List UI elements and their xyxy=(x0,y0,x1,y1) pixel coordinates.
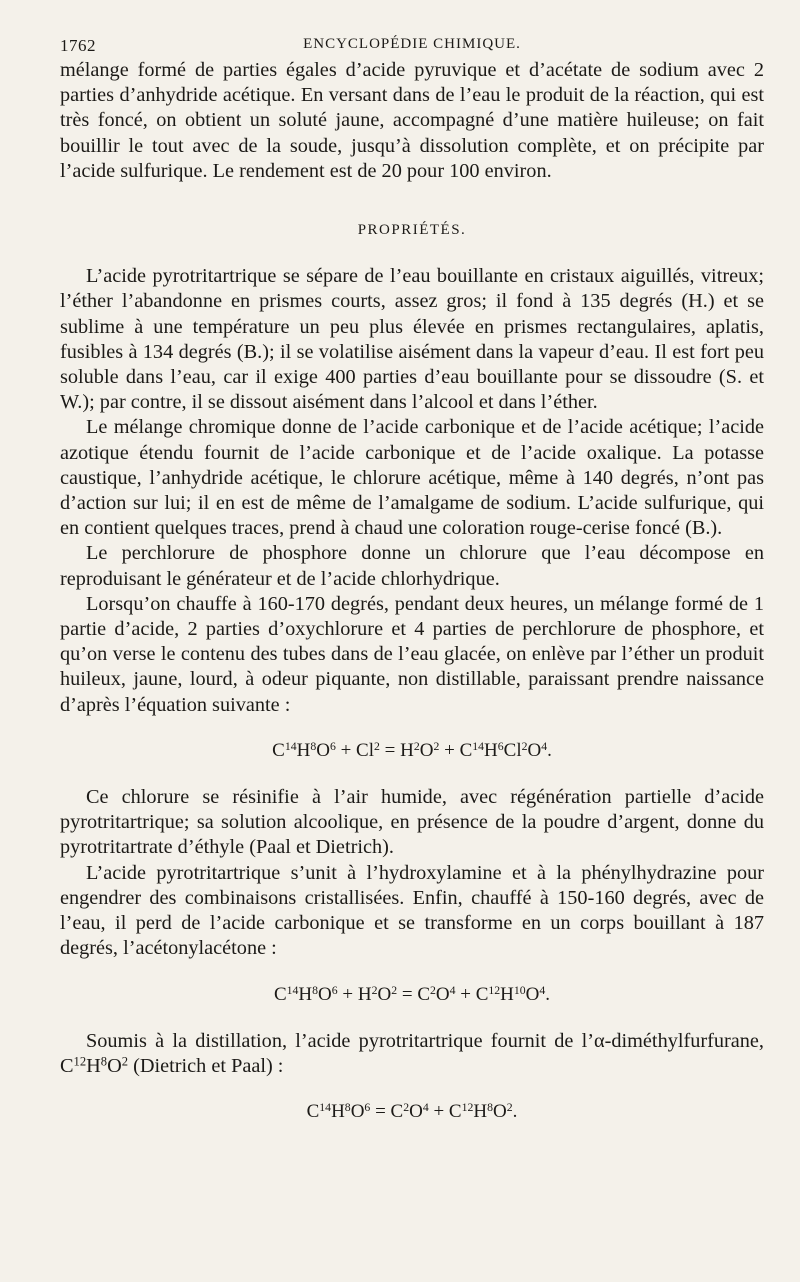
paragraph-8-text: H xyxy=(86,1054,101,1077)
formula-text: + C xyxy=(428,1101,462,1123)
formula-index: 14 xyxy=(319,1101,332,1115)
formula-index: 12 xyxy=(488,983,501,997)
formula-text: O xyxy=(527,739,542,761)
paragraph-4: Le perchlorure de phosphore donne un chlorure que l’eau décompose en reproduisant le générateur et de l’acide chlorhydrique. xyxy=(60,542,764,590)
formula-text: O xyxy=(419,739,434,761)
body-text xyxy=(60,58,764,1124)
formula-index: 2 xyxy=(391,983,398,997)
paragraph-8-text: O xyxy=(107,1054,122,1077)
formula-text: H xyxy=(500,983,514,1005)
formula-text: + H xyxy=(337,983,372,1005)
paragraph-8-text: Soumis à la distillation, l’acide pyrotritartrique fournit de l’α-diméthylfurfurane, C xyxy=(60,1029,764,1077)
formula-text: O xyxy=(318,983,332,1005)
formula-index: 6 xyxy=(364,1101,371,1115)
formula-index: 4 xyxy=(539,983,546,997)
formula-text: O xyxy=(316,739,330,761)
formula-index: 2 xyxy=(521,740,528,753)
page-header xyxy=(60,30,764,58)
formula-index: 2 xyxy=(403,1101,410,1115)
formula-index: 14 xyxy=(284,740,297,753)
paragraph-5: Lorsqu’on chauffe à 160-170 degrés, pendant deux heures, un mélange formé de 1 partie d’acide, 2 parties d’oxychlorure et 4 parties de perchlorure de phosphore, et qu’on verse le contenu des tubes dans de l’eau glacée, on enlève par l’éther un produit huileux, jaune, lourd, à odeur piquante, non distillable, paraissant prendre naissance d’après l’équation suivante : xyxy=(60,592,764,716)
formula-text: H xyxy=(484,739,498,761)
formula-index: 4 xyxy=(541,740,548,753)
formula-index: 14 xyxy=(472,740,485,753)
formula-text: C xyxy=(306,1101,320,1123)
page-number: 1762 xyxy=(60,36,96,55)
paragraph-8 xyxy=(60,1029,764,1079)
paragraph-1: mélange formé de parties égales d’acide pyruvique et d’acétate de sodium avec 2 parties d’anhydride acétique. En versant dans de l’eau le produit de la réaction, qui est très foncé, on obtient un soluté jaune, accompagné d’une matière huileuse; on fait bouillir le tout avec de la soude, jusqu’à dissolution complète, et on précipite par l’acide sulfurique. Le rendement est de 20 pour 100 environ. xyxy=(60,59,764,182)
formula-text: + C xyxy=(439,739,473,761)
formula-text: O xyxy=(493,1101,507,1123)
formula-index: 4 xyxy=(449,983,456,997)
running-title: ENCYCLOPÉDIE CHIMIQUE. xyxy=(303,36,521,52)
formula-index: 6 xyxy=(329,740,336,753)
formula-text: + Cl xyxy=(335,739,375,761)
paragraph-3: Le mélange chromique donne de l’acide carbonique et de l’acide acétique; l’acide azotique étendu fournit de l’acide carbonique et de l’acide oxalique. La potasse caustique, l’anhydride acétique, le chlorure acétique, même à 140 degrés, n’ont pas d’action sur lui; il en est de même de l’amalgame de sodium. L’acide sulfurique, qui en contient quelques traces, prend à chaud une coloration rouge-cerise foncé (B.). xyxy=(60,416,764,540)
equation-3 xyxy=(60,1099,764,1124)
formula-text: + C xyxy=(455,983,489,1005)
formula-index: 6 xyxy=(331,983,338,997)
formula-text: H xyxy=(473,1101,488,1123)
formula-index: 8 xyxy=(310,740,317,753)
formula-index: 2 xyxy=(430,983,436,997)
formula-text: H xyxy=(296,739,311,761)
section-title: PROPRIÉTÉS. xyxy=(357,222,467,239)
formula-index: 2 xyxy=(413,740,420,753)
formula-text: O xyxy=(409,1101,423,1123)
formula-index: 10 xyxy=(513,983,526,997)
formula-text: . xyxy=(545,983,551,1005)
formula-text: = C xyxy=(397,983,430,1005)
formula-text: O xyxy=(435,983,450,1005)
formula-text: H xyxy=(331,1101,345,1123)
paragraph-8-text: (Dietrich et Paal) : xyxy=(128,1054,284,1077)
formula-index: 8 xyxy=(487,1101,493,1115)
formula-index: 4 xyxy=(422,1101,429,1115)
subscript: 12 xyxy=(73,1054,87,1069)
formula-text: Cl xyxy=(503,739,522,761)
formula-index: 12 xyxy=(461,1101,474,1115)
formula-index: 2 xyxy=(506,1101,513,1115)
paragraph-2: L’acide pyrotritartrique se sépare de l’eau bouillante en cristaux aiguillés, vitreux; l’éther l’abandonne en prismes courts, assez gros; il fond à 135 degrés (H.) et se sublime à une température un peu plus élevée en prismes rectangulaires, aplatis, fusibles à 134 degrés (B.); il se volatilise aisément dans la vapeur d’eau. Il est fort peu soluble dans l’eau, car il exige 400 parties d’eau bouillante pour se dissoudre (S. et W.); par contre, il se dissout aisément dans l’alcool et dans l’éther. xyxy=(60,265,764,414)
formula-index: 2 xyxy=(433,740,440,753)
formula-text: C xyxy=(273,983,287,1005)
formula-text: . xyxy=(512,1101,518,1123)
formula-text: = H xyxy=(379,739,414,761)
equation-1 xyxy=(60,738,764,763)
formula-text: C xyxy=(272,739,285,761)
formula-index: 6 xyxy=(497,740,504,753)
formula-text: H xyxy=(298,983,313,1005)
paragraph-6: Ce chlorure se résinifie à l’air humide, avec régénération partielle d’acide pyrotritartrique; sa solution alcoolique, en présence de la poudre d’argent, donne du pyrotritartrate d’éthyle (Paal et Dietrich). xyxy=(60,786,764,859)
paragraph-7: L’acide pyrotritartrique s’unit à l’hydroxylamine et à la phénylhydrazine pour engendrer des combinaisons cristallisées. Enfin, chauffé à 150-160 degrés, avec de l’eau, il perd de l’acide carbonique et se transforme en un corps bouillant à 187 degrés, l’acétonylacétone : xyxy=(60,861,764,960)
formula-text: O xyxy=(377,983,392,1005)
formula-text: O xyxy=(525,983,540,1005)
formula-text: O xyxy=(350,1101,365,1123)
formula-index: 2 xyxy=(371,983,378,997)
equation-2 xyxy=(60,982,764,1007)
formula-index: 2 xyxy=(374,740,380,753)
subscript: 8 xyxy=(100,1054,108,1069)
formula-index: 8 xyxy=(344,1101,351,1115)
subscript: 2 xyxy=(121,1054,129,1069)
formula-text: . xyxy=(547,739,552,761)
formula-index: 14 xyxy=(286,983,299,997)
formula-text: = C xyxy=(370,1101,404,1123)
formula-index: 8 xyxy=(312,983,319,997)
